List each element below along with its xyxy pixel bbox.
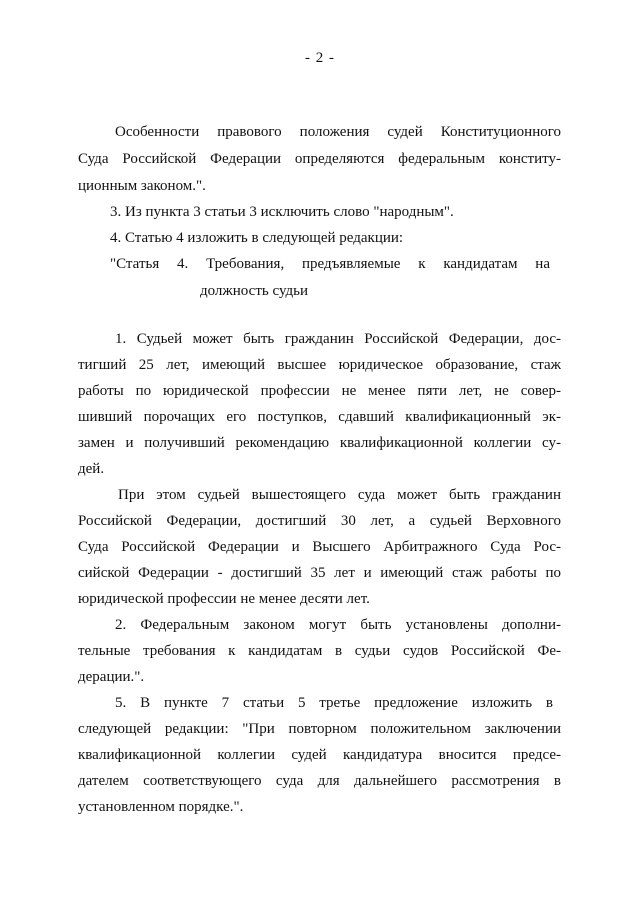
text-line: Особенности правового положения судей Конституционного	[115, 124, 561, 140]
text-line: работы по юридической профессии не менее пяти лет, не совер-	[78, 383, 561, 399]
text-line: квалификационной коллегии судей кандидатура вносится предсе-	[78, 747, 561, 763]
text-line: дей.	[78, 461, 105, 477]
text-line: 5. В пункте 7 статьи 5 третье предложение изложить в	[115, 695, 553, 711]
text-line: "Статья 4. Требования, предъявляемые к кандидатам на	[110, 256, 550, 272]
text-line: юридической профессии не менее десяти лет.	[78, 591, 370, 607]
text-line: 3. Из пункта 3 статьи 3 исключить слово "народным".	[110, 204, 454, 220]
text-line: замен и получивший рекомендацию квалификационной коллегии су-	[78, 435, 561, 451]
text-line: следующей редакции: "При повторном положительном заключении	[78, 721, 561, 737]
text-line: ционным законом.".	[78, 178, 206, 194]
text-line: установленном порядке.".	[78, 799, 244, 815]
text-line: При этом судьей вышестоящего суда может быть гражданин	[118, 487, 561, 503]
text-line: должность судьи	[200, 283, 309, 299]
text-line: дерации.".	[78, 669, 145, 685]
text-line: шивший порочащих его поступков, сдавший квалификационный эк-	[78, 409, 561, 425]
text-line: Суда Российской Федерации определяются федеральным конститу-	[78, 151, 561, 167]
text-line: Суда Российской Федерации и Высшего Арбитражного Суда Рос-	[78, 539, 561, 555]
text-line: тигший 25 лет, имеющий высшее юридическое образование, стаж	[78, 357, 561, 373]
text-line: дателем соответствующего суда для дальнейшего рассмотрения в	[78, 773, 561, 789]
page-number: - 2 -	[305, 50, 335, 66]
text-line: 1. Судьей может быть гражданин Российской Федерации, дос-	[115, 331, 561, 347]
text-line: сийской Федерации - достигший 35 лет и имеющий стаж работы по	[78, 565, 561, 581]
text-line: 4. Статью 4 изложить в следующей редакции:	[110, 230, 404, 246]
text-line: тельные требования к кандидатам в судьи судов Российской Фе-	[78, 643, 561, 659]
text-line: Российской Федерации, достигший 30 лет, а судьей Верховного	[78, 513, 561, 529]
text-line: 2. Федеральным законом могут быть установлены дополни-	[115, 617, 561, 633]
